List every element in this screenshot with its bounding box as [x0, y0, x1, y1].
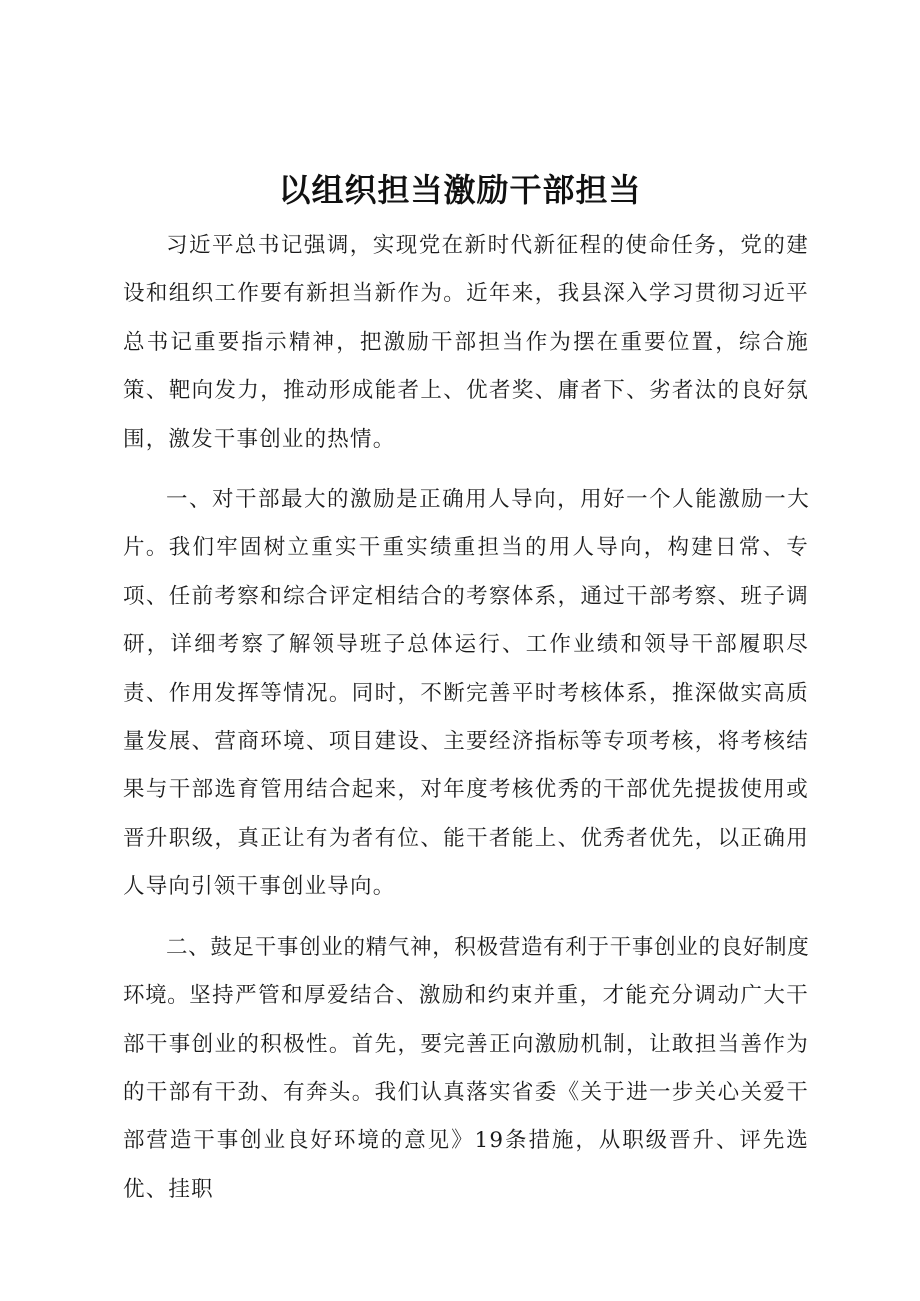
section-heading: 一、对干部最大的激励是正确用人导向，用好一个人能激励一大片。 — [123, 487, 809, 561]
paragraph-text: 坚持严管和厚爱结合、激励和约束并重，才能充分调动广大干部干事创业的积极性。首先，要完善正向激励机制，让敢担当善作为的干部有干劲、有奔头。我们认真落实省委《关于进一步关心关爱干部营造干事创业良好环境的意见》19条措施，从职级晋升、评先选优、挂职 — [123, 983, 809, 1202]
paragraph-section-1 — [123, 476, 809, 912]
paragraph-section-2 — [123, 924, 809, 1214]
section-heading: 二、鼓足干事创业的精气神，积极营造有利于干事创业的良好制度环境。 — [123, 934, 809, 1009]
paragraph-text: 我们牢固树立重实干重实绩重担当的用人导向，构建日常、专项、任前考察和综合评定相结合的考察体系，通过干部考察、班子调研，详细考察了解领导班子总体运行、工作业绩和领导干部履职尽责、作用发挥等情况。同时，不断完善平时考核体系，推深做实高质量发展、营商环境、项目建设、主要经济指标等专项考核，将考核结果与干部选育管用结合起来，对年度考核优秀的干部优先提拔使用或晋升职级，真正让有为者有位、能干者能上、优秀者优先，以正确用人导向引领干事创业导向。 — [123, 535, 809, 900]
paragraph-intro — [123, 222, 809, 464]
document-body — [123, 222, 809, 1226]
paragraph-text: 习近平总书记强调，实现党在新时代新征程的使命任务，党的建设和组织工作要有新担当新作为。近年来，我县深入学习贯彻习近平总书记重要指示精神，把激励干部担当作为摆在重要位置，综合施策、靶向发力，推动形成能者上、优者奖、庸者下、劣者汰的良好氛围，激发干事创业的热情。 — [123, 233, 809, 452]
document-title: 以组织担当激励干部担当 — [278, 171, 642, 209]
